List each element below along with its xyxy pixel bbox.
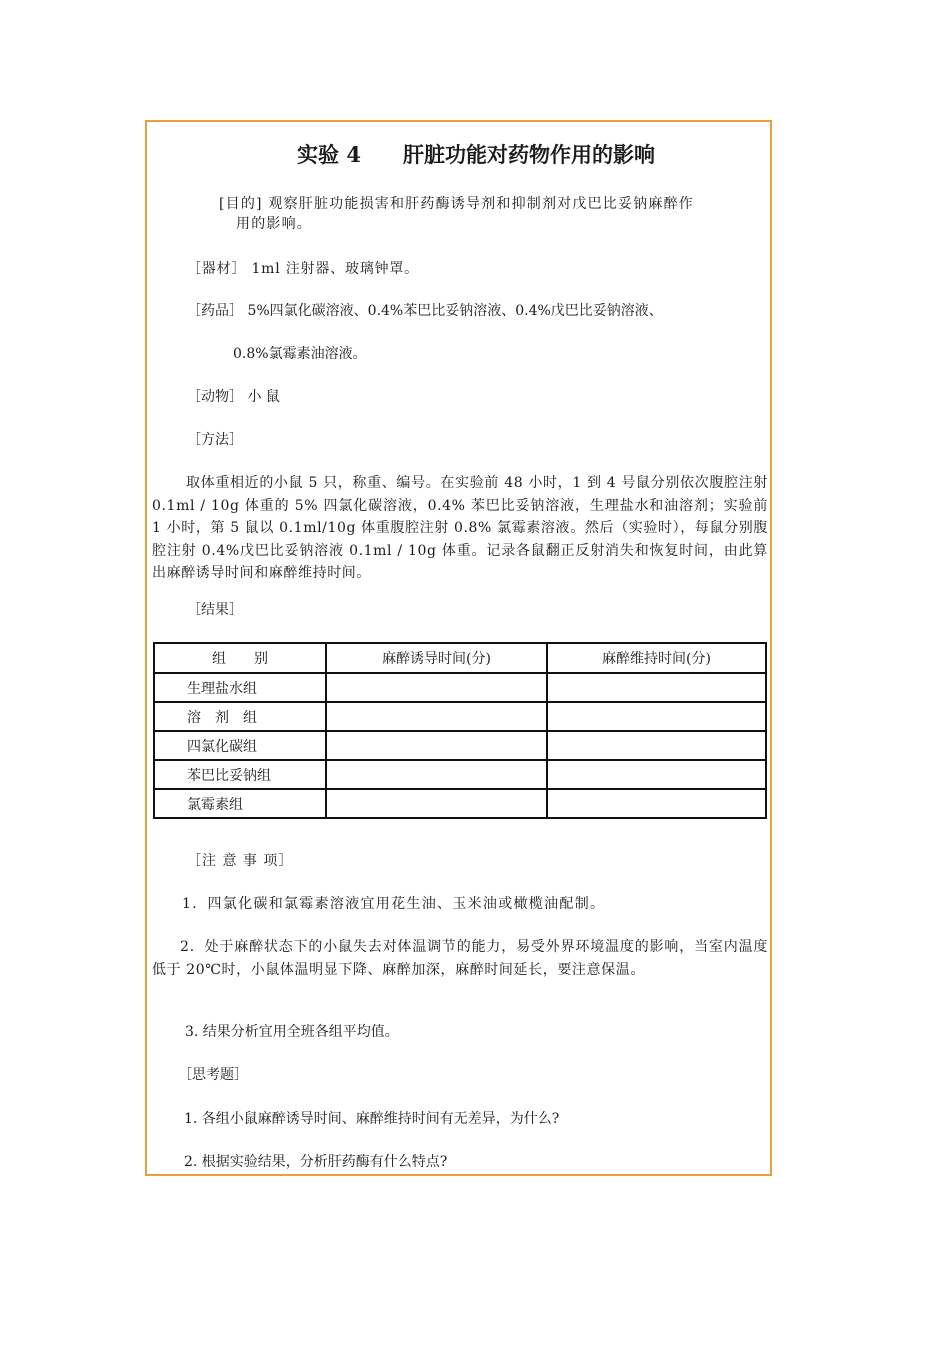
- table-cell: [326, 702, 547, 731]
- method-heading: ［方法］: [187, 432, 243, 448]
- note-item-3: 3. 结果分析宜用全班各组平均值。: [185, 1024, 399, 1040]
- table-cell-group: 四氯化碳组: [154, 731, 326, 760]
- note-item-2: 2．处于麻醉状态下的小鼠失去对体温调节的能力，易受外界环境温度的影响，当室内温度低于 20℃时，小鼠体温明显下降、麻醉加深，麻醉时间延长，要注意保温。: [152, 939, 768, 978]
- table-cell-group: 溶 剂 组: [154, 702, 326, 731]
- table-header-cell: 麻醉维持时间(分): [547, 643, 766, 673]
- table-cell-group: 氯霉素组: [154, 789, 326, 818]
- table-cell: [547, 731, 766, 760]
- table-header-row: [154, 643, 766, 673]
- table-row: [154, 789, 766, 818]
- table-cell: [547, 702, 766, 731]
- table-row: [154, 731, 766, 760]
- table-cell: [326, 673, 547, 702]
- table-header-cell: 麻醉诱导时间(分): [326, 643, 547, 673]
- table-row: [154, 760, 766, 789]
- table-cell: [547, 673, 766, 702]
- table-cell: [326, 760, 547, 789]
- table-cell: [547, 789, 766, 818]
- table-cell: [326, 731, 547, 760]
- animals-line: ［动物］ 小 鼠: [187, 389, 280, 405]
- question-item-2: 2. 根据实验结果，分析肝药酶有什么特点?: [184, 1154, 448, 1170]
- equipment-line: ［器材］ 1ml 注射器、玻璃钟罩。: [187, 261, 419, 277]
- table-cell: [326, 789, 547, 818]
- purpose-line-1: [目的] 观察肝脏功能损害和肝药酶诱导剂和抑制剂对戊巴比妥钠麻醉作: [219, 196, 694, 212]
- notes-heading: ［注 意 事 项］: [187, 853, 294, 869]
- table-cell-group: 苯巴比妥钠组: [154, 760, 326, 789]
- table-row: [154, 673, 766, 702]
- page-title: 实验 4 肝脏功能对药物作用的影响: [297, 142, 655, 167]
- results-table: [153, 642, 767, 819]
- purpose-line-2: 用的影响。: [236, 216, 312, 232]
- method-paragraph: 取体重相近的小鼠 5 只，称重、编号。在实验前 48 小时，1 到 4 号鼠分别依次腹腔注射 0.1ml / 10g 体重的 5% 四氯化碳溶液，0.4% 苯巴比妥钠溶液，生理盐水和油溶剂；实验前 1 小时，第 5 鼠以 0.1ml/10g 体重腹腔注射 0.8% 氯霉素溶液。然后（实验时），每鼠分别腹腔注射 0.4%戊巴比妥钠溶液 0.1ml / 10g 体重。记录各鼠翻正反射消失和恢复时间，由此算出麻醉诱导时间和麻醉维持时间。: [152, 475, 768, 581]
- table-cell: [547, 760, 766, 789]
- questions-heading: ［思考题］: [178, 1067, 248, 1083]
- table-cell-group: 生理盐水组: [154, 673, 326, 702]
- table-row: [154, 702, 766, 731]
- drugs-line-2: 0.8%氯霉素油溶液。: [233, 346, 367, 362]
- question-item-1: 1. 各组小鼠麻醉诱导时间、麻醉维持时间有无差异，为什么?: [184, 1111, 560, 1127]
- table-header-cell: 组 别: [154, 643, 326, 673]
- drugs-line-1: ［药品］ 5%四氯化碳溶液、0.4%苯巴比妥钠溶液、0.4%戊巴比妥钠溶液、: [187, 303, 663, 319]
- note-item-1: 1．四氯化碳和氯霉素溶液宜用花生油、玉米油或橄榄油配制。: [182, 896, 606, 912]
- results-heading: ［结果］: [187, 602, 243, 618]
